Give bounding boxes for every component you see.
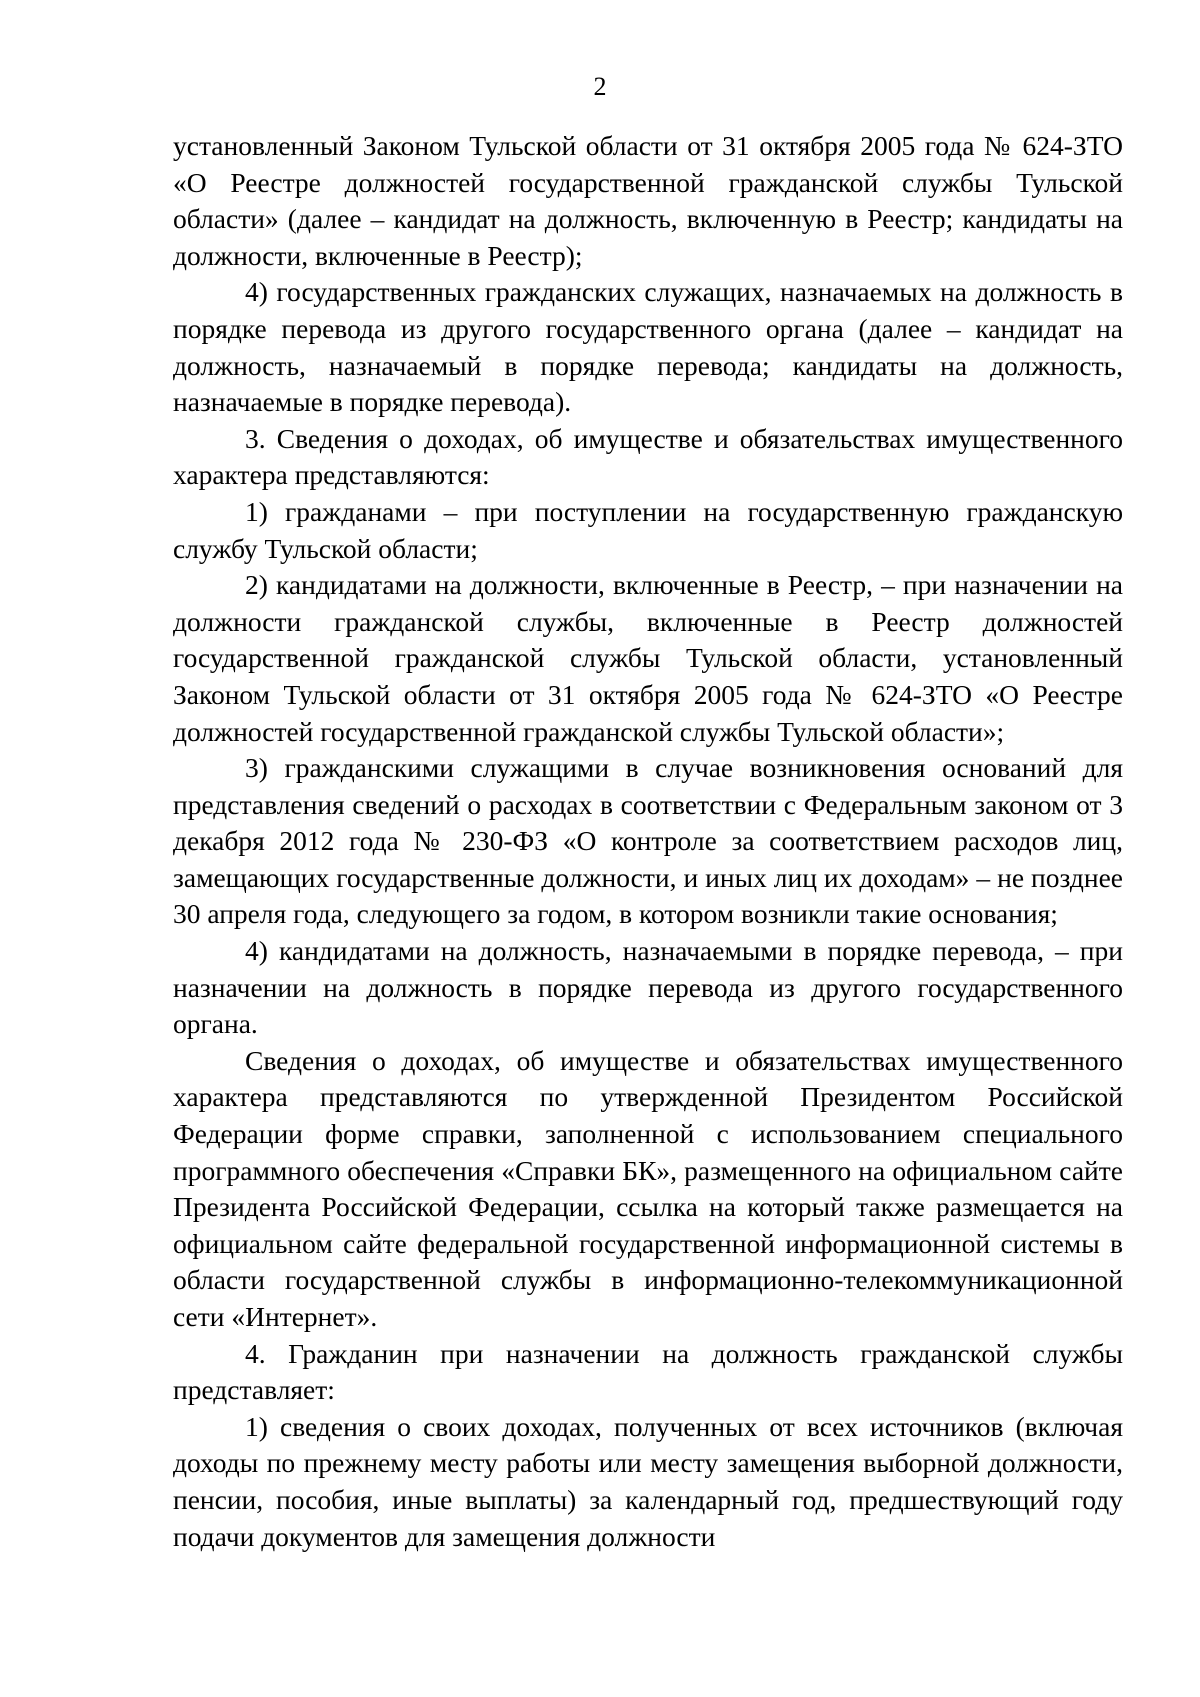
paragraph-item-1-income-info: 1) сведения о своих доходах, полученных от всех источников (включая доходы по прежнему месту работы или месту замещения выборной должности, пенсии, пособия, иные выплаты) за календарный год, предшествующий году подачи документов для замещения должности <box>173 1410 1123 1552</box>
paragraph-section-4: 4. Гражданин при назначении на должность гражданской службы представляет: <box>173 1337 1123 1406</box>
paragraph-form-requirements: Сведения о доходах, об имуществе и обязательствах имущественного характера представляются по утвержденной Президентом Российской Федерации форме справки, заполненной с использованием специального программного обеспечения «Справки БК», размещенного на официальном сайте Президента Российской Федерации, ссылка на который также размещается на официальном сайте федеральной государственной информационной системы в области государственной службы в информационно-телекоммуникационной сети «Интернет». <box>173 1044 1123 1332</box>
document-body <box>173 128 1123 1555</box>
paragraph-continuation: установленный Законом Тульской области от 31 октября 2005 года № 624-ЗТО «О Реестре должностей государственной гражданской службы Тульской области» (далее – кандидат на должность, включенную в Реестр; кандидаты на должности, включенные в Реестр); <box>173 130 1123 271</box>
paragraph-item-2-registry-candidates: 2) кандидатами на должности, включенные в Реестр, – при назначении на должности гражданской службы, включенные в Реестр должностей государственной гражданской службы Тульской области, установленный Законом Тульской области от 31 октября 2005 года № 624-ЗТО «О Реестре должностей государственной гражданской службы Тульской области»; <box>173 569 1123 747</box>
paragraph-item-4-civil-servants: 4) государственных гражданских служащих, назначаемых на должность в порядке перевода из другого государственного органа (далее – кандидат на должность, назначаемый в порядке перевода; кандидаты на должность, назначаемые в порядке перевода). <box>173 276 1123 418</box>
paragraph-section-3: 3. Сведения о доходах, об имуществе и обязательствах имущественного характера представляются: <box>173 422 1123 491</box>
paragraph-item-3-expense-reporting: 3) гражданскими служащими в случае возникновения оснований для представления сведений о расходах в соответствии с Федеральным законом от 3 декабря 2012 года № 230-ФЗ «О контроле за соответствием расходов лиц, замещающих государственные должности, и иных лиц их доходам» – не позднее 30 апреля года, следующего за годом, в котором возникли такие основания; <box>173 752 1123 930</box>
paragraph-item-4-transfer-candidates: 4) кандидатами на должность, назначаемыми в порядке перевода, – при назначении на должность в порядке перевода из другого государственного органа. <box>173 935 1123 1040</box>
paragraph-item-1-citizens: 1) гражданами – при поступлении на государственную гражданскую службу Тульской области; <box>173 495 1123 564</box>
page-number: 2 <box>593 72 607 101</box>
